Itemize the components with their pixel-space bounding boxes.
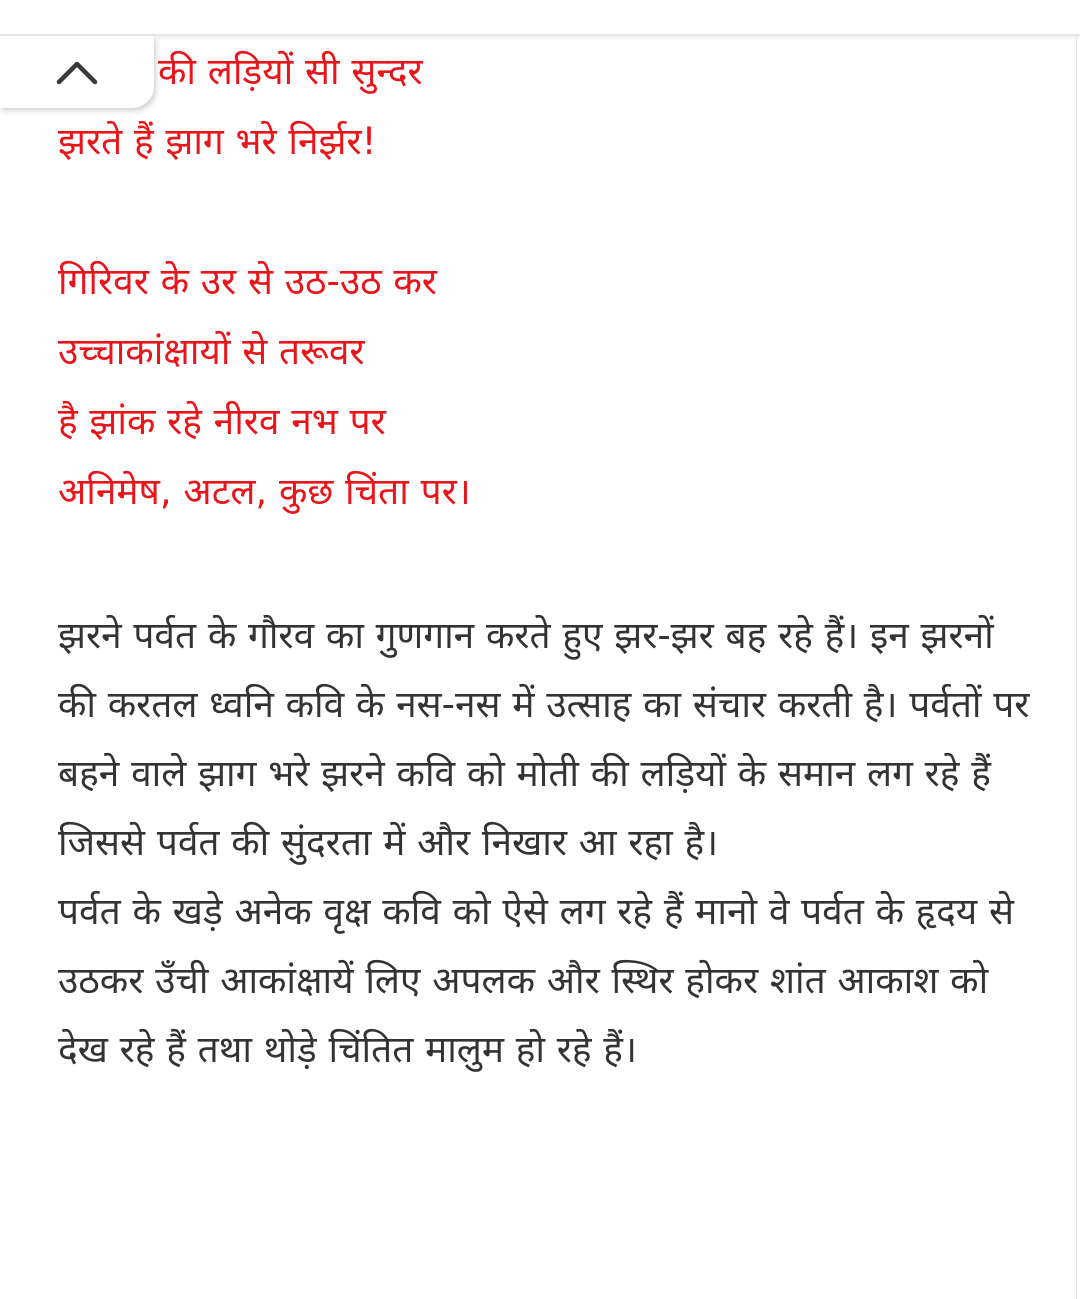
explanation-paragraph: पर्वत के खड़े अनेक वृक्ष कवि को ऐसे लग रहे हैं मानो वे पर्वत के हृदय से उठकर उँची आकांक्षायें लिए अपलक और स्थिर होकर शांत आकाश को देख रहे हैं तथा थोड़े चिंतित मालुम हो रहे हैं। (58, 890, 1015, 1071)
poem-line: की लड़ियों सी सुन्दर (158, 50, 423, 93)
poem-line: है झांक रहे नीरव नभ पर (58, 400, 386, 443)
poem-block (58, 37, 1058, 527)
stanza-gap (58, 177, 1058, 247)
explanation-paragraph: झरने पर्वत के गौरव का गुणगान करते हुए झर-झर बह रहे हैं। इन झरनों की करतल ध्वनि कवि के नस-नस में उत्साह का संचार करती है। पर्वतों पर बहने वाले झाग भरे झरने कवि को मोती की लड़ियों के समान लग रहे हैं जिससे पर्वत की सुंदरता में और निखार आ रहा है। (58, 614, 1030, 864)
collapse-button[interactable] (0, 36, 154, 108)
poem-line: झरते हैं झाग भरे निर्झर! (58, 120, 377, 163)
article-content (58, 0, 1058, 1084)
explanation-block (58, 601, 1038, 1084)
page-edge-divider (1076, 36, 1077, 1299)
poem-line: अनिमेष, अटल, कुछ चिंता पर। (58, 470, 471, 513)
chevron-up-icon (55, 58, 99, 86)
poem-line: गिरिवर के उर से उठ-उठ कर (58, 260, 437, 303)
poem-line: उच्चाकांक्षायों से तरूवर (58, 330, 365, 373)
